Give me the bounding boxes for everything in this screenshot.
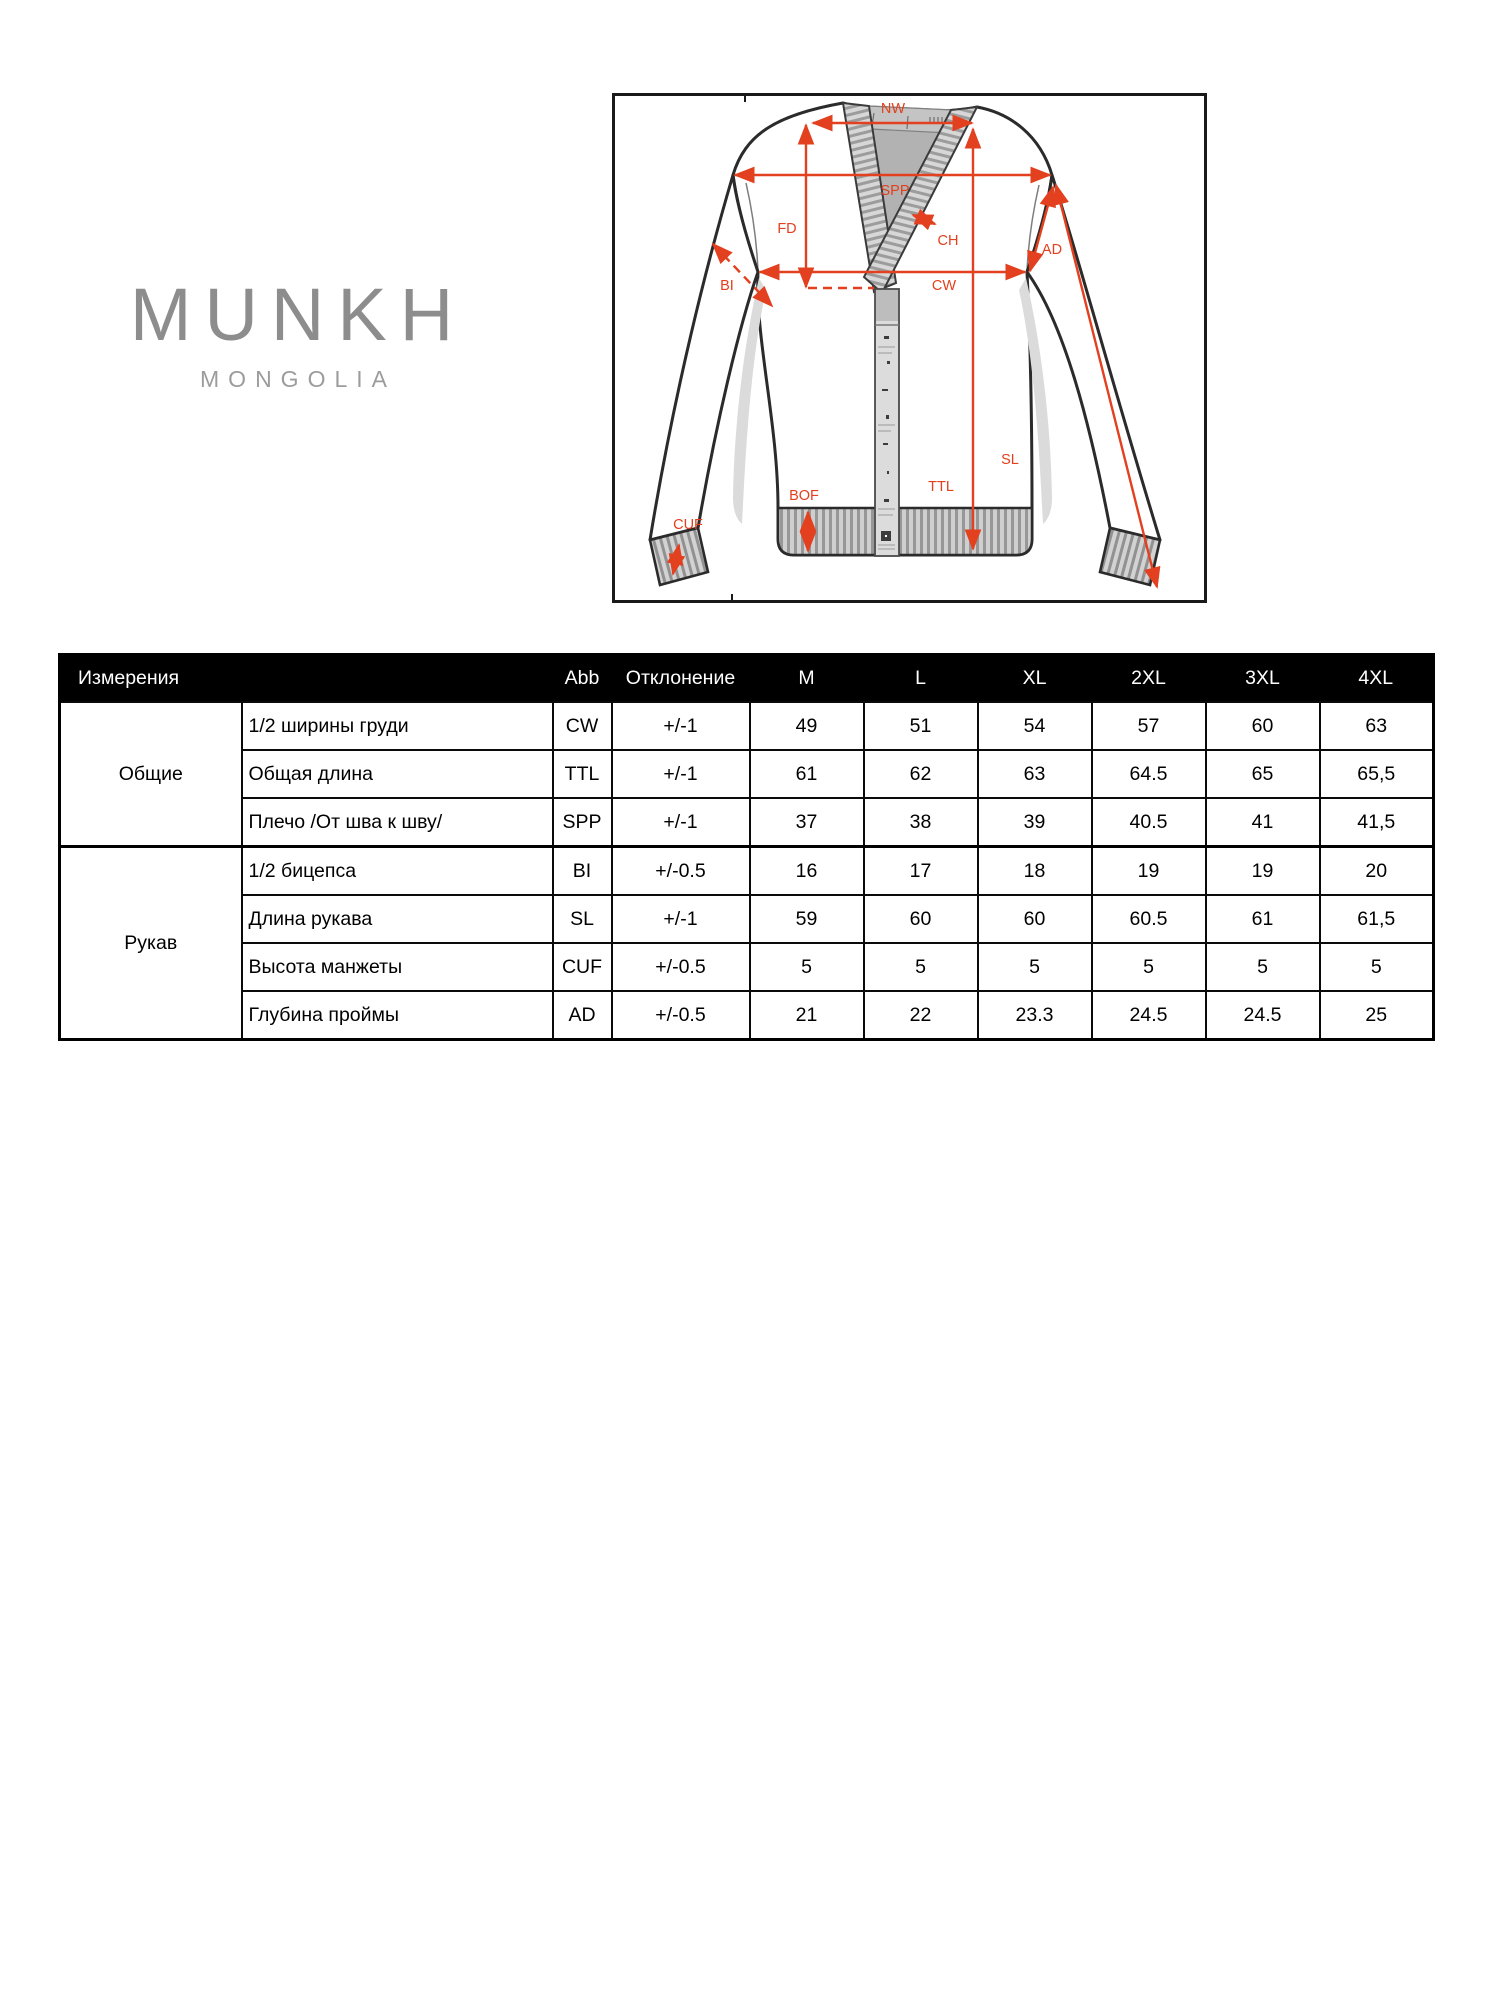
- header-measurements: Измерения: [60, 655, 553, 703]
- value-M: 21: [750, 991, 864, 1040]
- abbreviation: AD: [553, 991, 612, 1040]
- value-2XL: 64.5: [1092, 750, 1206, 798]
- measurement-name: Длина рукава: [242, 895, 553, 943]
- value-2XL: 57: [1092, 702, 1206, 750]
- sl-label: SL: [1001, 452, 1019, 468]
- abbreviation: TTL: [553, 750, 612, 798]
- value-M: 16: [750, 847, 864, 896]
- value-3XL: 19: [1206, 847, 1320, 896]
- size-spec-table: [58, 653, 1435, 1041]
- cw-label: CW: [931, 278, 957, 294]
- value-L: 5: [864, 943, 978, 991]
- value-XL: 23.3: [978, 991, 1092, 1040]
- value-4XL: 25: [1320, 991, 1434, 1040]
- value-2XL: 60.5: [1092, 895, 1206, 943]
- value-3XL: 60: [1206, 702, 1320, 750]
- header-size-4XL: 4XL: [1320, 655, 1434, 703]
- value-M: 59: [750, 895, 864, 943]
- tolerance: +/-0.5: [612, 943, 750, 991]
- fd-label: FD: [777, 221, 797, 237]
- tolerance: +/-1: [612, 750, 750, 798]
- tolerance: +/-1: [612, 702, 750, 750]
- measurement-name: 1/2 ширины груди: [242, 702, 553, 750]
- value-M: 5: [750, 943, 864, 991]
- measurement-name: Плечо /От шва к шву/: [242, 798, 553, 847]
- value-M: 61: [750, 750, 864, 798]
- group-label: Общие: [60, 702, 242, 847]
- value-4XL: 63: [1320, 702, 1434, 750]
- measurement-name: Высота манжеты: [242, 943, 553, 991]
- abbreviation: SPP: [553, 798, 612, 847]
- nw-label: NW: [880, 101, 906, 117]
- placket-top: [876, 290, 898, 321]
- header-size-3XL: 3XL: [1206, 655, 1320, 703]
- value-M: 49: [750, 702, 864, 750]
- ch-label: CH: [937, 233, 959, 249]
- value-4XL: 20: [1320, 847, 1434, 896]
- value-3XL: 41: [1206, 798, 1320, 847]
- value-L: 51: [864, 702, 978, 750]
- header-size-L: L: [864, 655, 978, 703]
- value-4XL: 61,5: [1320, 895, 1434, 943]
- table-header-row: [60, 655, 1434, 703]
- ad-label: AD: [1041, 242, 1063, 258]
- header-size-M: M: [750, 655, 864, 703]
- spp-label: SPP: [880, 183, 910, 199]
- header-size-2XL: 2XL: [1092, 655, 1206, 703]
- value-3XL: 65: [1206, 750, 1320, 798]
- cuf-label: CUF: [673, 517, 703, 533]
- value-L: 17: [864, 847, 978, 896]
- button-placket: [875, 289, 899, 556]
- abbreviation: SL: [553, 895, 612, 943]
- value-XL: 5: [978, 943, 1092, 991]
- brand-logo: [112, 273, 484, 392]
- tolerance: +/-0.5: [612, 991, 750, 1040]
- value-L: 62: [864, 750, 978, 798]
- cuff-right: [1100, 528, 1160, 585]
- hem-band: [778, 508, 1032, 555]
- value-2XL: 5: [1092, 943, 1206, 991]
- value-4XL: 41,5: [1320, 798, 1434, 847]
- measurement-name: Глубина проймы: [242, 991, 553, 1040]
- value-2XL: 24.5: [1092, 991, 1206, 1040]
- tolerance: +/-1: [612, 798, 750, 847]
- tolerance: +/-0.5: [612, 847, 750, 896]
- value-L: 38: [864, 798, 978, 847]
- cuff-left: [650, 528, 708, 585]
- header-size-XL: XL: [978, 655, 1092, 703]
- table-row: [60, 798, 1434, 847]
- value-2XL: 40.5: [1092, 798, 1206, 847]
- header-abb: Abb: [553, 655, 612, 703]
- value-3XL: 61: [1206, 895, 1320, 943]
- tolerance: +/-1: [612, 895, 750, 943]
- abbreviation: CUF: [553, 943, 612, 991]
- group-label: Рукав: [60, 847, 242, 1040]
- value-XL: 60: [978, 895, 1092, 943]
- bof-label: BOF: [789, 488, 819, 504]
- measurement-name: Общая длина: [242, 750, 553, 798]
- ttl-label: TTL: [928, 479, 954, 495]
- value-4XL: 65,5: [1320, 750, 1434, 798]
- abbreviation: BI: [553, 847, 612, 896]
- header-tolerance: Отклонение: [612, 655, 750, 703]
- measurement-name: 1/2 бицепса: [242, 847, 553, 896]
- value-3XL: 24.5: [1206, 991, 1320, 1040]
- value-M: 37: [750, 798, 864, 847]
- table-row: [60, 702, 1434, 750]
- value-XL: 54: [978, 702, 1092, 750]
- value-L: 60: [864, 895, 978, 943]
- value-3XL: 5: [1206, 943, 1320, 991]
- brand-name: MUNKH: [129, 273, 467, 356]
- value-4XL: 5: [1320, 943, 1434, 991]
- garment-measurement-diagram: [612, 93, 1207, 603]
- bi-label: BI: [720, 278, 734, 294]
- table-row: [60, 943, 1434, 991]
- brand-subtitle: MONGOLIA: [200, 366, 396, 392]
- value-XL: 63: [978, 750, 1092, 798]
- sl-arrow: [1056, 185, 1157, 587]
- table-row: [60, 847, 1434, 896]
- abbreviation: CW: [553, 702, 612, 750]
- table-row: [60, 895, 1434, 943]
- value-L: 22: [864, 991, 978, 1040]
- table-row: [60, 991, 1434, 1040]
- table-row: [60, 750, 1434, 798]
- value-XL: 18: [978, 847, 1092, 896]
- value-XL: 39: [978, 798, 1092, 847]
- value-2XL: 19: [1092, 847, 1206, 896]
